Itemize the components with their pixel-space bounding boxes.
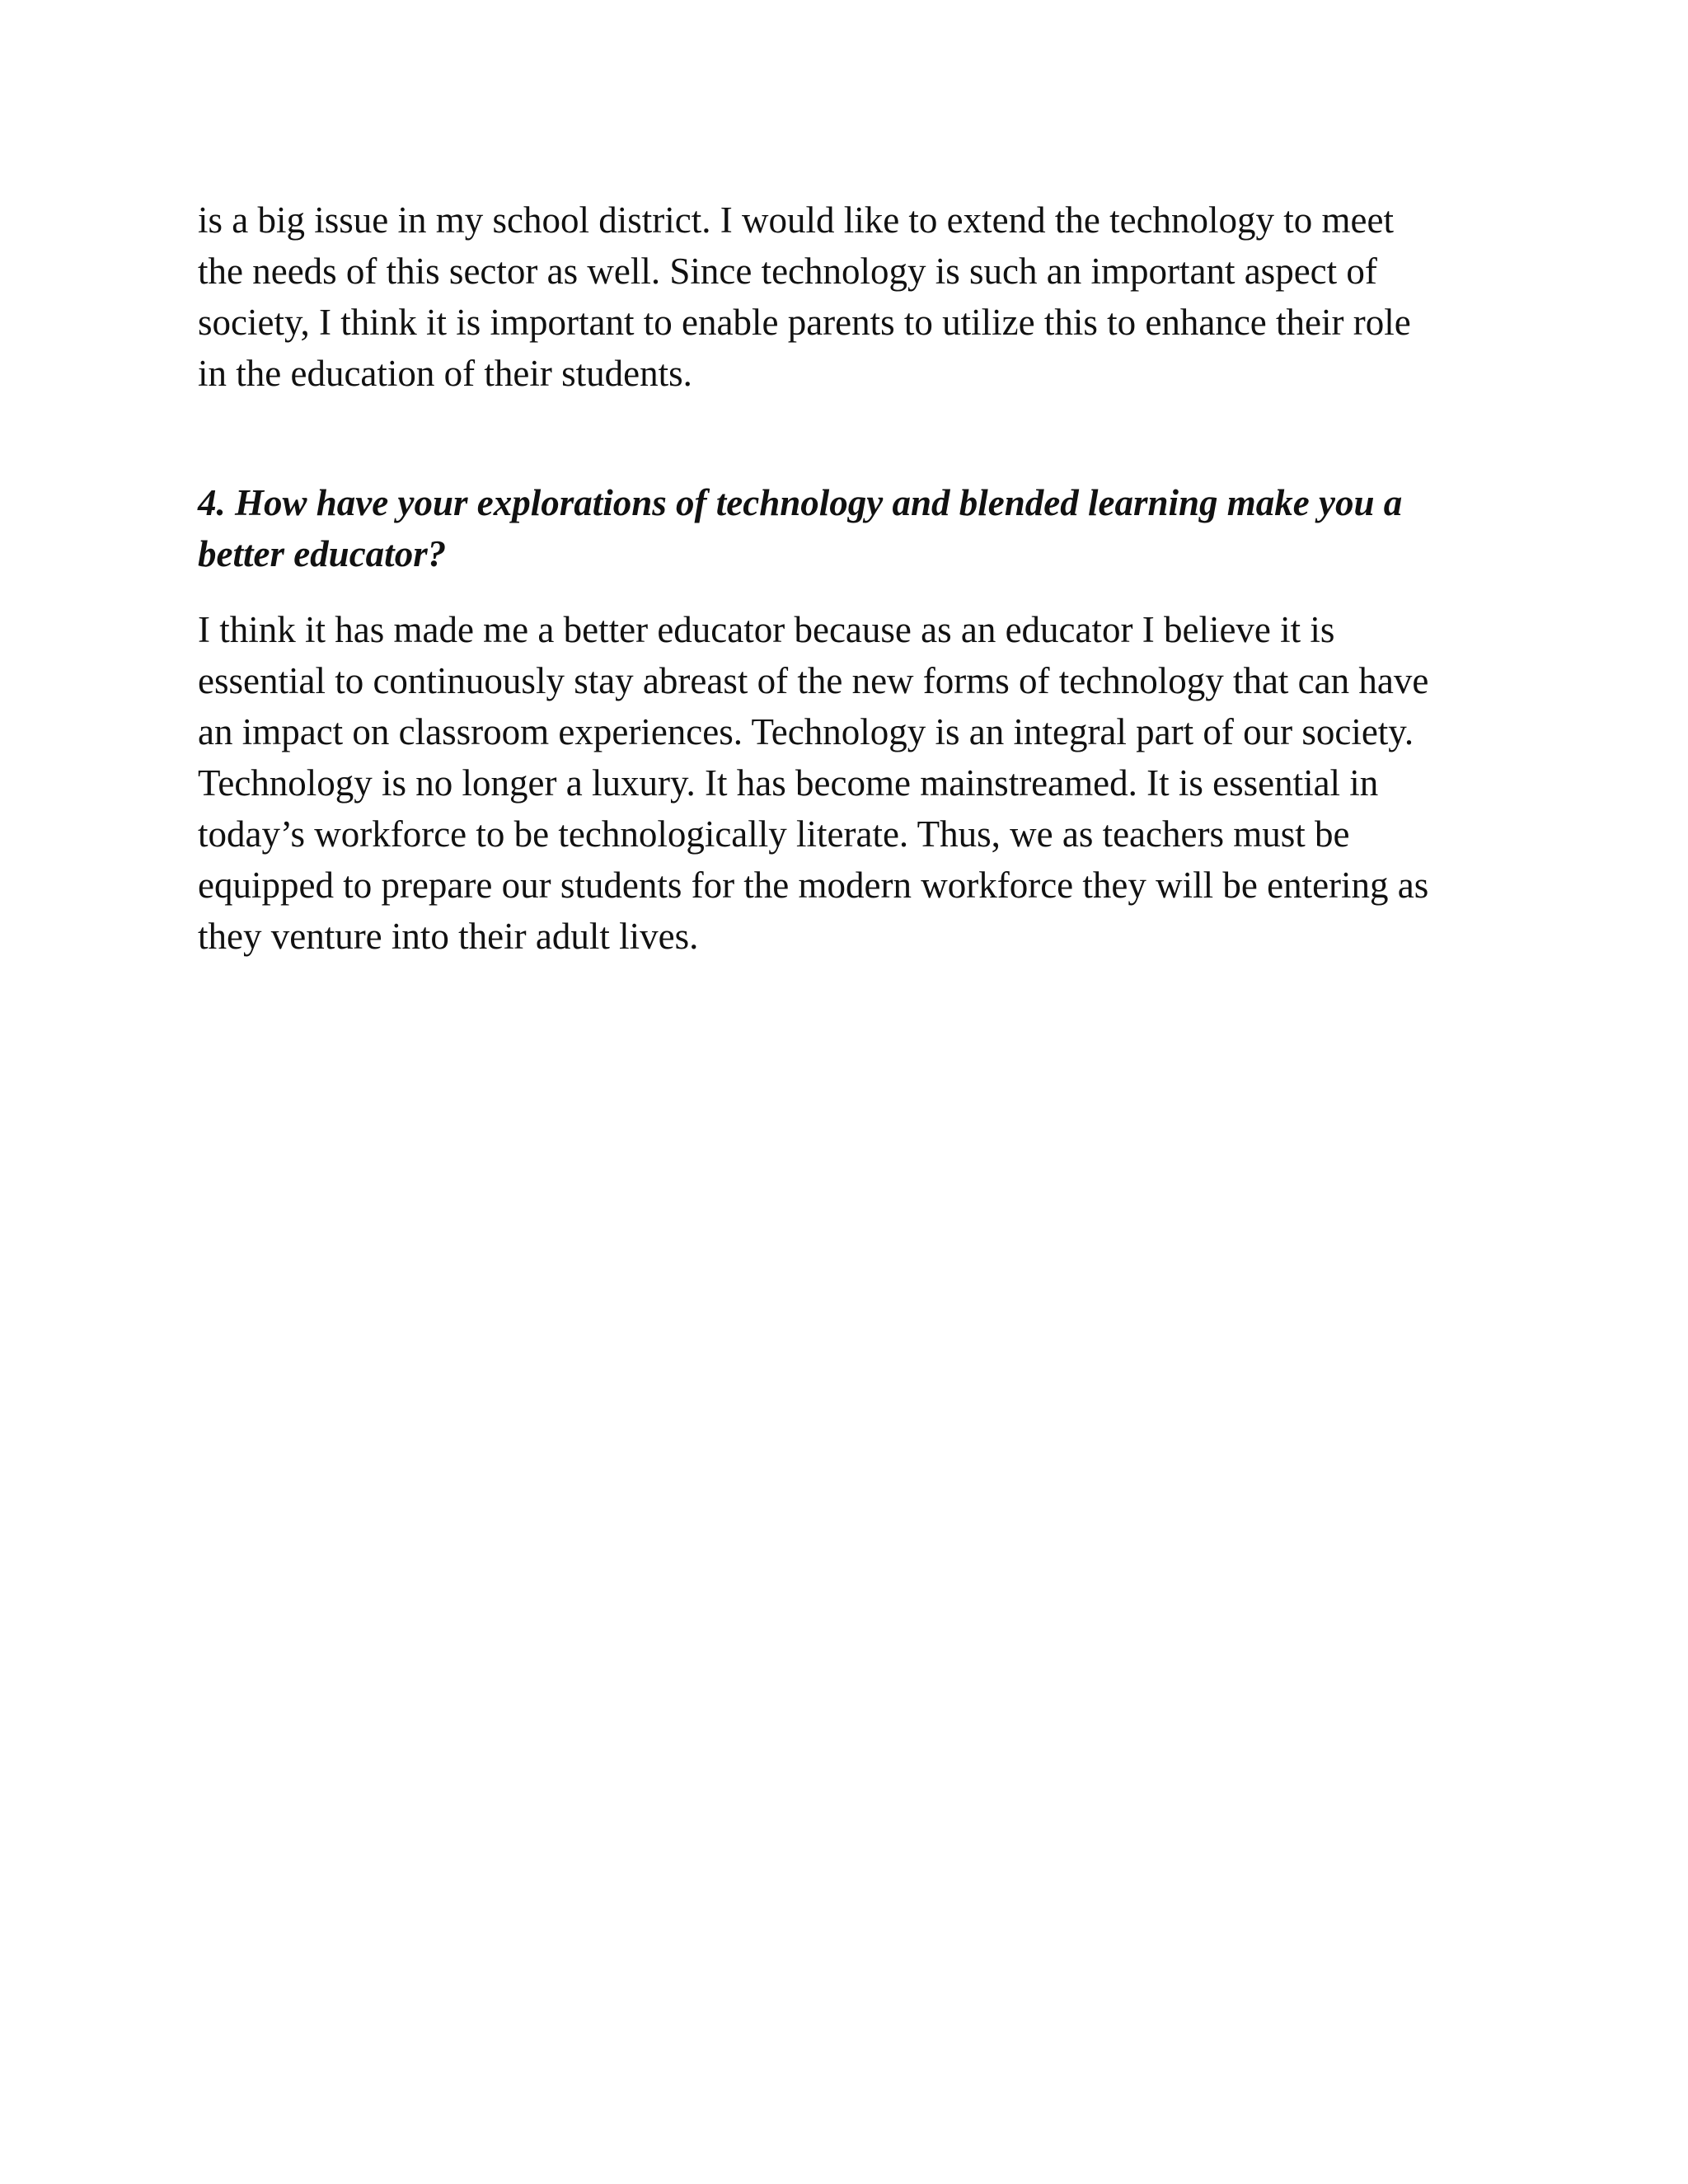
text-line: is a big issue in my school district. I would like to extend the technology to meet — [198, 199, 1395, 241]
text-line: in the education of their students. — [198, 353, 692, 394]
text-line: equipped to prepare our students for the modern workforce they will be entering as — [198, 865, 1429, 906]
question-line: 4. How have your explorations of technology and blended learning make you a — [198, 482, 1403, 523]
question-line: better educator? — [198, 533, 447, 574]
paragraph-continuation — [198, 194, 1508, 399]
text-line: they venture into their adult lives. — [198, 916, 699, 957]
question-heading — [198, 477, 1508, 579]
text-line: essential to continuously stay abreast of the new forms of technology that can have — [198, 660, 1429, 701]
text-line: Technology is no longer a luxury. It has become mainstreamed. It is essential in — [198, 762, 1379, 804]
text-line: today’s workforce to be technologically literate. Thus, we as teachers must be — [198, 813, 1350, 855]
text-line: I think it has made me a better educator because as an educator I believe it is — [198, 609, 1335, 650]
text-line: the needs of this sector as well. Since technology is such an important aspect of — [198, 251, 1377, 292]
document-body — [198, 194, 1508, 962]
text-line: an impact on classroom experiences. Technology is an integral part of our society. — [198, 711, 1414, 752]
answer-paragraph — [198, 604, 1508, 962]
text-line: society, I think it is important to enable parents to utilize this to enhance their role — [198, 302, 1411, 343]
